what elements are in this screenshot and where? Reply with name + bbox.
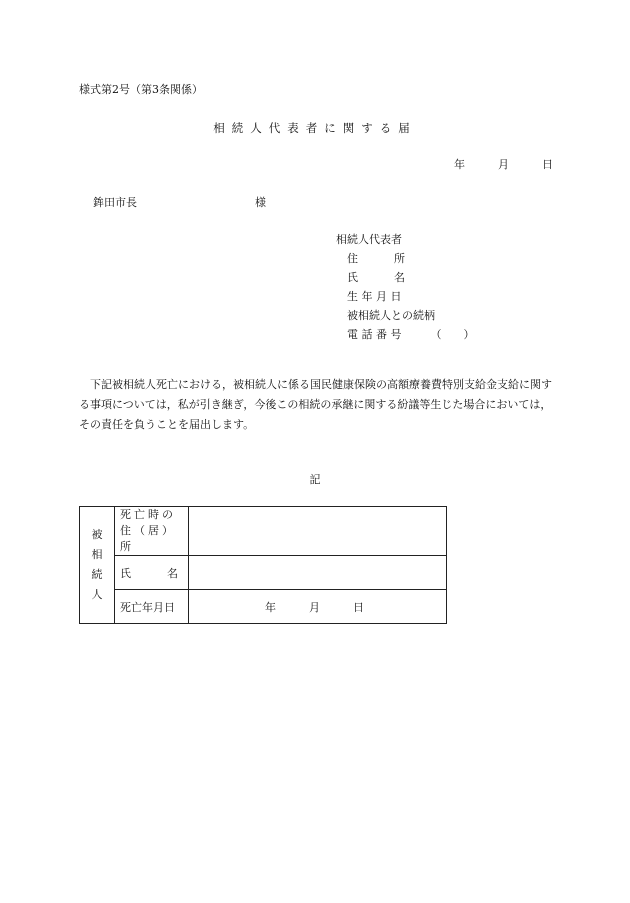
year-label: 年 bbox=[454, 158, 465, 171]
representative-phone-row bbox=[336, 325, 475, 344]
death-year-label: 年 bbox=[265, 600, 276, 614]
declaration-text bbox=[79, 375, 559, 435]
side-char-2: 相 bbox=[91, 548, 103, 561]
addressee-honorific: 様 bbox=[255, 196, 266, 209]
representative-heading: 相続人代表者 bbox=[336, 233, 402, 246]
ki-heading: 記 bbox=[309, 473, 321, 486]
side-char-1: 被 bbox=[91, 528, 103, 541]
name-label-a: 氏 bbox=[347, 271, 358, 284]
death-day-label: 日 bbox=[353, 600, 364, 614]
name-label-b: 名 bbox=[394, 271, 405, 284]
deceased-name-label-a: 氏 bbox=[120, 566, 131, 580]
document-title: 相続人代表者に関する届 bbox=[213, 121, 417, 135]
representative-relationship-row: 被相続人との続柄 bbox=[347, 309, 435, 322]
deceased-details-table bbox=[79, 506, 447, 624]
representative-address-row bbox=[336, 249, 475, 268]
phone-parentheses: （ ） bbox=[430, 328, 475, 341]
representative-birthdate-row: 生 年 月 日 bbox=[347, 290, 402, 303]
addressee bbox=[93, 194, 266, 210]
day-label: 日 bbox=[542, 158, 553, 171]
deceased-side-label bbox=[80, 507, 115, 624]
side-char-4: 人 bbox=[91, 588, 103, 601]
deceased-name-label bbox=[115, 556, 189, 590]
death-address-label-line1: 死亡時の bbox=[120, 508, 176, 521]
deceased-name-value[interactable] bbox=[189, 556, 447, 590]
representative-block bbox=[336, 230, 475, 344]
side-char-3: 続 bbox=[91, 568, 103, 581]
representative-name-row bbox=[336, 268, 475, 287]
month-label: 月 bbox=[498, 158, 509, 171]
death-date-label: 死亡年月日 bbox=[115, 590, 189, 624]
death-address-label bbox=[115, 507, 189, 556]
death-address-label-line2: 住（居）所 bbox=[120, 524, 176, 553]
submission-date bbox=[454, 156, 553, 172]
form-number: 様式第2号（第3条関係） bbox=[79, 83, 203, 96]
death-month-label: 月 bbox=[309, 600, 320, 614]
deceased-name-label-b: 名 bbox=[167, 566, 178, 580]
addressee-name: 鉾田市長 bbox=[93, 196, 137, 209]
death-address-value[interactable] bbox=[189, 507, 447, 556]
death-date-value[interactable] bbox=[189, 590, 447, 624]
phone-label: 電 話 番 号 bbox=[347, 328, 402, 341]
address-label-b: 所 bbox=[394, 252, 405, 265]
declaration-paragraph: 下記被相続人死亡における，被相続人に係る国民健康保険の高額療養費特別支給金支給に関する事項については，私が引き継ぎ，今後この相続の承継に関する紛議等生じた場合においては，その責任を負うことを届出します。 bbox=[79, 378, 552, 431]
address-label-a: 住 bbox=[347, 252, 358, 265]
